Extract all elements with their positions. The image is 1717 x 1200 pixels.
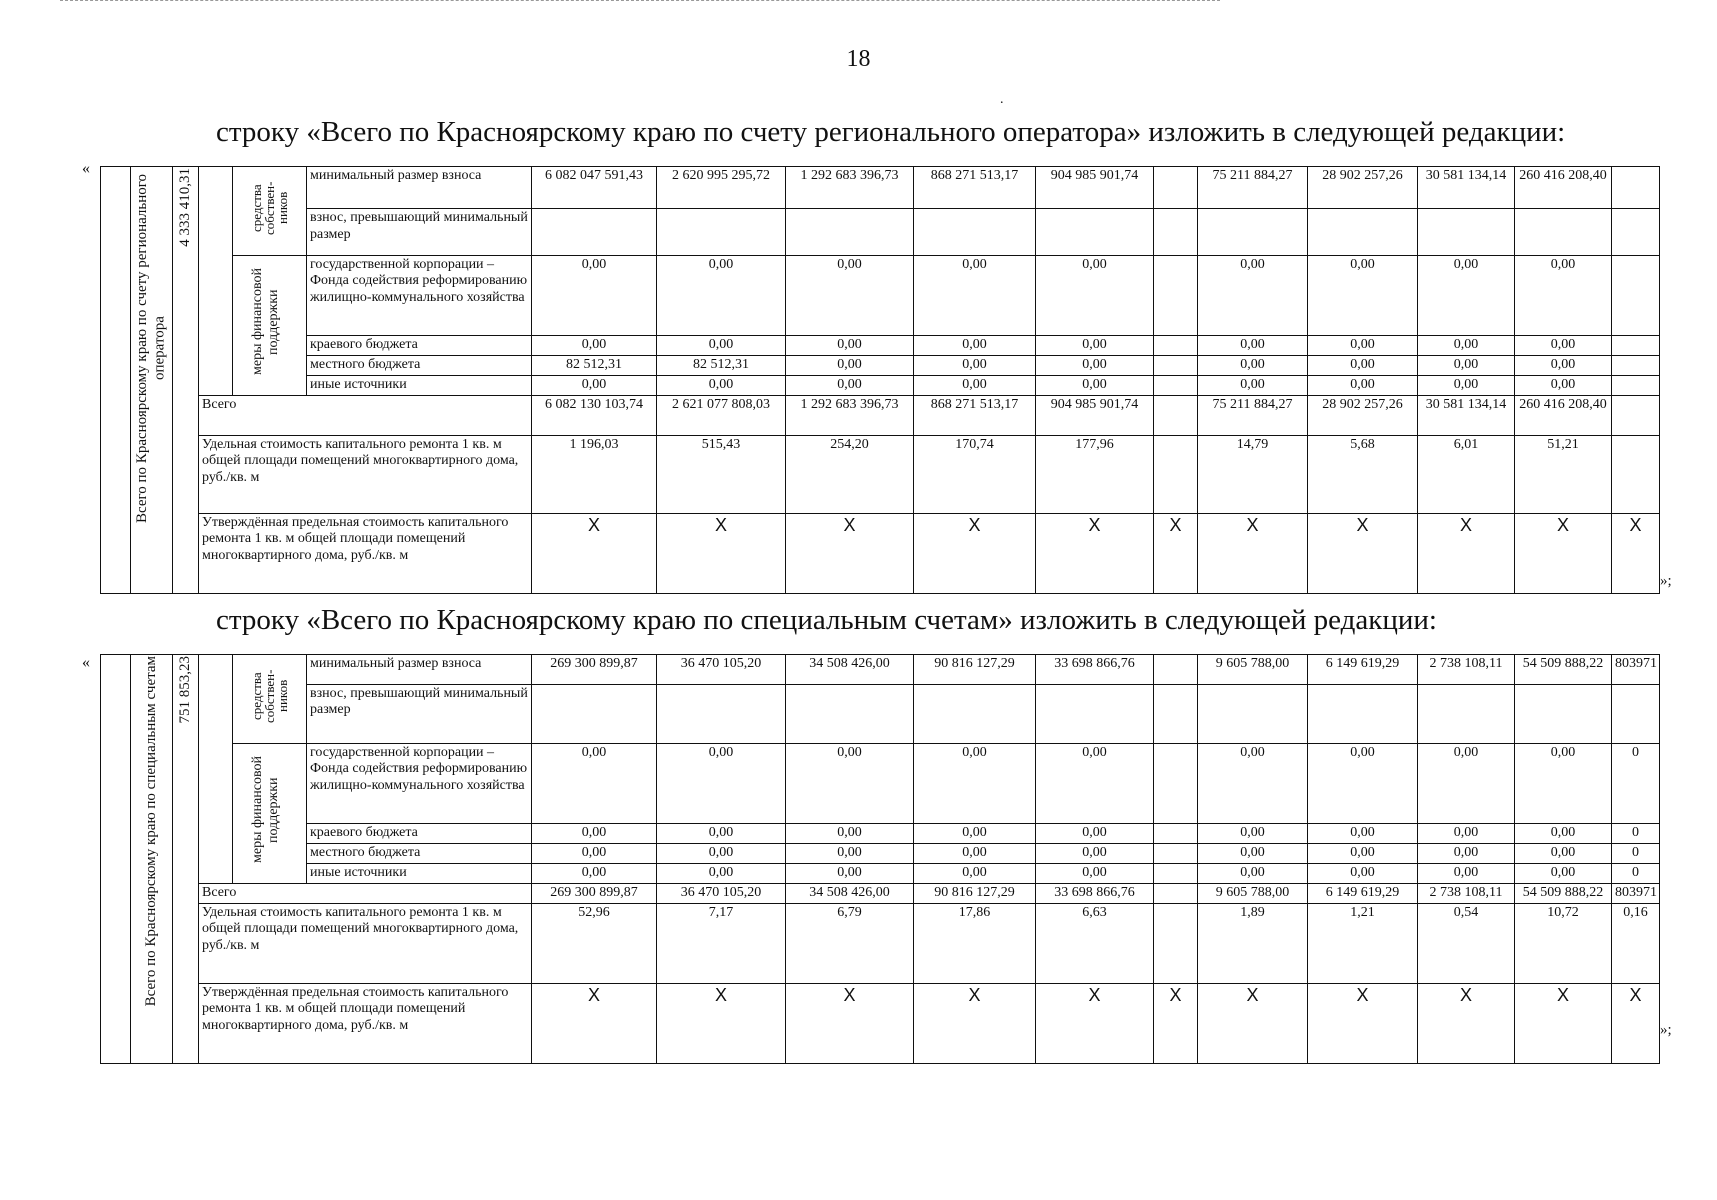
value-cell bbox=[1612, 209, 1660, 255]
value-cell: 170,74 bbox=[914, 435, 1036, 513]
value-cell: 0,00 bbox=[786, 843, 914, 863]
value-cell bbox=[1198, 684, 1308, 743]
value-cell: 0,00 bbox=[1198, 823, 1308, 843]
value-cell: 0,00 bbox=[532, 823, 657, 843]
value-cell: 0,00 bbox=[1515, 375, 1612, 395]
value-cell bbox=[1154, 435, 1198, 513]
value-cell bbox=[1036, 684, 1154, 743]
value-cell: X bbox=[1418, 513, 1515, 593]
table-row bbox=[101, 983, 1660, 1063]
value-cell: 0,00 bbox=[914, 863, 1036, 883]
value-cell: 0,00 bbox=[1198, 743, 1308, 823]
value-cell bbox=[1154, 684, 1198, 743]
value-cell: X bbox=[786, 983, 914, 1063]
value-cell: 0,00 bbox=[1198, 863, 1308, 883]
owners-funds-cell bbox=[233, 655, 307, 744]
value-cell bbox=[1154, 863, 1198, 883]
row-label: краевого бюджета bbox=[307, 823, 532, 843]
row-label: государственной корпорации – Фонда содействия реформированию жилищно-коммунального хозяйства bbox=[307, 743, 532, 823]
group-label: Всего по Красноярскому краю по счету регионального оператора bbox=[134, 173, 168, 523]
spacer-cell bbox=[199, 167, 233, 396]
row-label: краевого бюджета bbox=[307, 335, 532, 355]
value-cell: 0,00 bbox=[1308, 255, 1418, 335]
row-label: взнос, превышающий минимальный размер bbox=[307, 684, 532, 743]
value-cell: 0,54 bbox=[1418, 903, 1515, 983]
value-cell bbox=[1154, 843, 1198, 863]
value-cell: 34 508 426,00 bbox=[786, 655, 914, 685]
value-cell: 51,21 bbox=[1515, 435, 1612, 513]
value-cell: 82 512,31 bbox=[532, 355, 657, 375]
row-label: Всего bbox=[199, 883, 532, 903]
value-cell: 0,00 bbox=[532, 863, 657, 883]
value-cell: 0,00 bbox=[786, 355, 914, 375]
value-cell: 0,00 bbox=[914, 375, 1036, 395]
value-cell: 0,00 bbox=[1308, 355, 1418, 375]
value-cell: 0,00 bbox=[1515, 843, 1612, 863]
value-cell bbox=[1154, 743, 1198, 823]
value-cell bbox=[532, 209, 657, 255]
value-cell: 0,00 bbox=[1036, 843, 1154, 863]
value-cell: X bbox=[1198, 513, 1308, 593]
left-margin-cell bbox=[101, 167, 131, 594]
left-margin-cell bbox=[101, 655, 131, 1064]
value-cell: 2 621 077 808,03 bbox=[657, 395, 786, 435]
table-row bbox=[101, 435, 1660, 513]
value-cell: 1 196,03 bbox=[532, 435, 657, 513]
value-cell: 868 271 513,17 bbox=[914, 395, 1036, 435]
value-cell: 0,00 bbox=[1308, 863, 1418, 883]
value-cell bbox=[786, 209, 914, 255]
value-cell bbox=[1515, 209, 1612, 255]
value-cell bbox=[1515, 684, 1612, 743]
value-cell: 0,00 bbox=[532, 255, 657, 335]
value-cell: 9 605 788,00 bbox=[1198, 883, 1308, 903]
value-cell: 6 149 619,29 bbox=[1308, 883, 1418, 903]
financial-support-label: меры финансовой поддержки bbox=[249, 756, 281, 863]
total-area-cell bbox=[173, 655, 199, 1064]
section-1-quote-open: « bbox=[82, 160, 90, 177]
value-cell bbox=[1612, 684, 1660, 743]
value-cell: 0,00 bbox=[1036, 375, 1154, 395]
value-cell bbox=[1036, 209, 1154, 255]
value-cell: 269 300 899,87 bbox=[532, 883, 657, 903]
table-row bbox=[101, 395, 1660, 435]
section-1-heading: строку «Всего по Красноярскому краю по счету регионального оператора» изложить в следующей редакции: bbox=[216, 116, 1566, 148]
value-cell: 177,96 bbox=[1036, 435, 1154, 513]
row-label: минимальный размер взноса bbox=[307, 167, 532, 209]
value-cell: X bbox=[1612, 513, 1660, 593]
table-row bbox=[101, 375, 1660, 395]
value-cell: 0,00 bbox=[1515, 355, 1612, 375]
value-cell: 0,00 bbox=[786, 335, 914, 355]
value-cell: 36 470 105,20 bbox=[657, 883, 786, 903]
total-area: 4 333 410,31 bbox=[176, 168, 193, 247]
value-cell bbox=[786, 684, 914, 743]
value-cell: 0,00 bbox=[1515, 863, 1612, 883]
value-cell: 904 985 901,74 bbox=[1036, 395, 1154, 435]
value-cell: 0,00 bbox=[532, 743, 657, 823]
table-row bbox=[101, 335, 1660, 355]
value-cell bbox=[1418, 209, 1515, 255]
value-cell: X bbox=[1515, 983, 1612, 1063]
value-cell: 803971 bbox=[1612, 655, 1660, 685]
value-cell bbox=[1612, 435, 1660, 513]
table-row bbox=[101, 167, 1660, 209]
page-number: 18 bbox=[846, 46, 871, 72]
value-cell: 0 bbox=[1612, 743, 1660, 823]
value-cell: 82 512,31 bbox=[657, 355, 786, 375]
value-cell: 0 bbox=[1612, 823, 1660, 843]
value-cell: 0,00 bbox=[1198, 843, 1308, 863]
value-cell: 0,00 bbox=[914, 255, 1036, 335]
value-cell: 1 292 683 396,73 bbox=[786, 395, 914, 435]
value-cell: 75 211 884,27 bbox=[1198, 167, 1308, 209]
value-cell: 0,00 bbox=[1198, 255, 1308, 335]
value-cell: 0,00 bbox=[532, 335, 657, 355]
value-cell: 0,00 bbox=[1515, 823, 1612, 843]
value-cell: 0,00 bbox=[657, 823, 786, 843]
stray-dot: . bbox=[1000, 92, 1004, 107]
financial-support-label: меры финансовой поддержки bbox=[249, 268, 281, 375]
row-label: Утверждённая предельная стоимость капитального ремонта 1 кв. м общей площади помещений многоквартирного дома, руб./кв. м bbox=[199, 983, 532, 1063]
value-cell: 0,00 bbox=[914, 823, 1036, 843]
value-cell: 2 738 108,11 bbox=[1418, 883, 1515, 903]
value-cell: 0,00 bbox=[1418, 255, 1515, 335]
value-cell: 17,86 bbox=[914, 903, 1036, 983]
table-row bbox=[101, 743, 1660, 823]
value-cell: 0,00 bbox=[786, 255, 914, 335]
row-label: местного бюджета bbox=[307, 355, 532, 375]
value-cell: 0,00 bbox=[1308, 743, 1418, 823]
value-cell: 1,21 bbox=[1308, 903, 1418, 983]
table-row bbox=[101, 843, 1660, 863]
value-cell: 90 816 127,29 bbox=[914, 883, 1036, 903]
value-cell: 90 816 127,29 bbox=[914, 655, 1036, 685]
value-cell bbox=[1612, 375, 1660, 395]
value-cell: 0,00 bbox=[1036, 255, 1154, 335]
value-cell: X bbox=[914, 983, 1036, 1063]
value-cell: 9 605 788,00 bbox=[1198, 655, 1308, 685]
value-cell: 0,00 bbox=[1418, 843, 1515, 863]
row-label: Удельная стоимость капитального ремонта 1 кв. м общей площади помещений многоквартирного дома, руб./кв. м bbox=[199, 903, 532, 983]
value-cell bbox=[1308, 209, 1418, 255]
value-cell bbox=[1612, 355, 1660, 375]
value-cell: X bbox=[1308, 513, 1418, 593]
value-cell: 0,00 bbox=[657, 335, 786, 355]
value-cell: 14,79 bbox=[1198, 435, 1308, 513]
value-cell: 0,00 bbox=[657, 743, 786, 823]
value-cell: 75 211 884,27 bbox=[1198, 395, 1308, 435]
value-cell: X bbox=[1154, 983, 1198, 1063]
value-cell: 0,00 bbox=[1198, 375, 1308, 395]
value-cell: X bbox=[1198, 983, 1308, 1063]
group-label: Всего по Красноярскому краю по специальным счетам bbox=[142, 656, 159, 1007]
value-cell: 260 416 208,40 bbox=[1515, 395, 1612, 435]
value-cell: 0,00 bbox=[786, 863, 914, 883]
value-cell: 0 bbox=[1612, 843, 1660, 863]
value-cell bbox=[1154, 355, 1198, 375]
value-cell: 0,00 bbox=[1308, 335, 1418, 355]
value-cell: 0,00 bbox=[786, 375, 914, 395]
section-1-quote-close: »; bbox=[1660, 573, 1672, 589]
value-cell: 2 738 108,11 bbox=[1418, 655, 1515, 685]
value-cell: 1 292 683 396,73 bbox=[786, 167, 914, 209]
table-row bbox=[101, 823, 1660, 843]
value-cell: 515,43 bbox=[657, 435, 786, 513]
value-cell: 0,00 bbox=[1418, 743, 1515, 823]
value-cell bbox=[914, 209, 1036, 255]
row-label: местного бюджета bbox=[307, 843, 532, 863]
owners-funds-label: средства собствен-ников bbox=[248, 181, 290, 235]
value-cell: X bbox=[914, 513, 1036, 593]
value-cell bbox=[1154, 167, 1198, 209]
value-cell: 0,00 bbox=[1418, 355, 1515, 375]
section-1-table bbox=[100, 166, 1660, 594]
table-row bbox=[101, 255, 1660, 335]
value-cell: 254,20 bbox=[786, 435, 914, 513]
value-cell bbox=[1612, 255, 1660, 335]
value-cell: 0,00 bbox=[914, 355, 1036, 375]
value-cell: 0,00 bbox=[1036, 355, 1154, 375]
value-cell bbox=[1612, 335, 1660, 355]
value-cell: 0,00 bbox=[1515, 335, 1612, 355]
value-cell: X bbox=[1612, 983, 1660, 1063]
value-cell: 7,17 bbox=[657, 903, 786, 983]
value-cell: X bbox=[1418, 983, 1515, 1063]
value-cell: 904 985 901,74 bbox=[1036, 167, 1154, 209]
financial-support-cell bbox=[233, 743, 307, 883]
value-cell bbox=[1154, 903, 1198, 983]
value-cell: 868 271 513,17 bbox=[914, 167, 1036, 209]
table-row bbox=[101, 209, 1660, 255]
group-label-cell bbox=[131, 167, 173, 594]
value-cell: 10,72 bbox=[1515, 903, 1612, 983]
value-cell: 52,96 bbox=[532, 903, 657, 983]
value-cell: 260 416 208,40 bbox=[1515, 167, 1612, 209]
value-cell: 0,00 bbox=[1515, 743, 1612, 823]
value-cell: 0,00 bbox=[914, 335, 1036, 355]
value-cell: 0,16 bbox=[1612, 903, 1660, 983]
row-label: Всего bbox=[199, 395, 532, 435]
value-cell: 0,00 bbox=[1036, 863, 1154, 883]
spacer-cell bbox=[199, 655, 233, 884]
table-row bbox=[101, 355, 1660, 375]
value-cell: 6,01 bbox=[1418, 435, 1515, 513]
value-cell: 0,00 bbox=[1198, 355, 1308, 375]
value-cell bbox=[1612, 167, 1660, 209]
value-cell: 0,00 bbox=[532, 843, 657, 863]
value-cell: 0,00 bbox=[657, 375, 786, 395]
value-cell: X bbox=[1036, 513, 1154, 593]
section-2-heading: строку «Всего по Красноярскому краю по специальным счетам» изложить в следующей редакции: bbox=[216, 604, 1437, 636]
value-cell bbox=[1154, 395, 1198, 435]
row-label: Утверждённая предельная стоимость капитального ремонта 1 кв. м общей площади помещений многоквартирного дома, руб./кв. м bbox=[199, 513, 532, 593]
value-cell: 0,00 bbox=[1308, 823, 1418, 843]
value-cell bbox=[1154, 375, 1198, 395]
value-cell: 6,79 bbox=[786, 903, 914, 983]
value-cell: 0,00 bbox=[786, 743, 914, 823]
value-cell: 0,00 bbox=[1036, 823, 1154, 843]
value-cell bbox=[914, 684, 1036, 743]
value-cell: 28 902 257,26 bbox=[1308, 395, 1418, 435]
value-cell bbox=[1154, 883, 1198, 903]
table-row bbox=[101, 655, 1660, 685]
value-cell: 0,00 bbox=[657, 863, 786, 883]
value-cell: 6 149 619,29 bbox=[1308, 655, 1418, 685]
table-row bbox=[101, 903, 1660, 983]
value-cell bbox=[1154, 255, 1198, 335]
value-cell: 28 902 257,26 bbox=[1308, 167, 1418, 209]
value-cell: 0,00 bbox=[914, 843, 1036, 863]
value-cell bbox=[1154, 823, 1198, 843]
value-cell bbox=[657, 209, 786, 255]
row-label: минимальный размер взноса bbox=[307, 655, 532, 685]
value-cell: X bbox=[1036, 983, 1154, 1063]
value-cell: 0,00 bbox=[1418, 823, 1515, 843]
value-cell: 33 698 866,76 bbox=[1036, 655, 1154, 685]
value-cell bbox=[1198, 209, 1308, 255]
value-cell: 0,00 bbox=[1198, 335, 1308, 355]
value-cell: 36 470 105,20 bbox=[657, 655, 786, 685]
value-cell: 0,00 bbox=[1418, 375, 1515, 395]
value-cell: 0,00 bbox=[1308, 843, 1418, 863]
value-cell bbox=[1154, 209, 1198, 255]
row-label: иные источники bbox=[307, 863, 532, 883]
value-cell: X bbox=[786, 513, 914, 593]
value-cell bbox=[1308, 684, 1418, 743]
value-cell: 0,00 bbox=[1515, 255, 1612, 335]
value-cell: 30 581 134,14 bbox=[1418, 395, 1515, 435]
value-cell: 2 620 995 295,72 bbox=[657, 167, 786, 209]
value-cell: X bbox=[532, 513, 657, 593]
table-row bbox=[101, 513, 1660, 593]
value-cell bbox=[532, 684, 657, 743]
group-label-cell bbox=[131, 655, 173, 1064]
value-cell: 0,00 bbox=[532, 375, 657, 395]
value-cell bbox=[1612, 395, 1660, 435]
value-cell: 6 082 130 103,74 bbox=[532, 395, 657, 435]
owners-funds-label: средства собствен-ников bbox=[248, 669, 290, 723]
value-cell: X bbox=[1154, 513, 1198, 593]
value-cell: 6,63 bbox=[1036, 903, 1154, 983]
value-cell: 0,00 bbox=[1036, 335, 1154, 355]
row-label: Удельная стоимость капитального ремонта 1 кв. м общей площади помещений многоквартирного дома, руб./кв. м bbox=[199, 435, 532, 513]
value-cell: X bbox=[657, 513, 786, 593]
value-cell: 0,00 bbox=[1418, 335, 1515, 355]
value-cell: 54 509 888,22 bbox=[1515, 655, 1612, 685]
value-cell: 0,00 bbox=[914, 743, 1036, 823]
value-cell bbox=[657, 684, 786, 743]
value-cell bbox=[1154, 335, 1198, 355]
owners-funds-cell bbox=[233, 167, 307, 256]
value-cell: X bbox=[1308, 983, 1418, 1063]
value-cell: 33 698 866,76 bbox=[1036, 883, 1154, 903]
value-cell: 1,89 bbox=[1198, 903, 1308, 983]
value-cell: X bbox=[1515, 513, 1612, 593]
value-cell: 30 581 134,14 bbox=[1418, 167, 1515, 209]
value-cell: 6 082 047 591,43 bbox=[532, 167, 657, 209]
value-cell: 34 508 426,00 bbox=[786, 883, 914, 903]
table-row bbox=[101, 684, 1660, 743]
total-area-cell bbox=[173, 167, 199, 594]
value-cell: X bbox=[657, 983, 786, 1063]
value-cell: 0,00 bbox=[1036, 743, 1154, 823]
value-cell: 0,00 bbox=[1418, 863, 1515, 883]
row-label: иные источники bbox=[307, 375, 532, 395]
table-row bbox=[101, 863, 1660, 883]
total-area: 751 853,23 bbox=[176, 656, 193, 724]
row-label: взнос, превышающий минимальный размер bbox=[307, 209, 532, 255]
value-cell bbox=[1418, 684, 1515, 743]
section-2-quote-close: »; bbox=[1660, 1022, 1672, 1038]
row-label: государственной корпорации – Фонда содействия реформированию жилищно-коммунального хозяйства bbox=[307, 255, 532, 335]
value-cell: 0,00 bbox=[786, 823, 914, 843]
value-cell: 0 bbox=[1612, 863, 1660, 883]
section-2-table bbox=[100, 654, 1660, 1064]
value-cell: 0,00 bbox=[657, 255, 786, 335]
value-cell: 0,00 bbox=[657, 843, 786, 863]
value-cell: 269 300 899,87 bbox=[532, 655, 657, 685]
value-cell: 5,68 bbox=[1308, 435, 1418, 513]
value-cell bbox=[1154, 655, 1198, 685]
table-row bbox=[101, 883, 1660, 903]
financial-support-cell bbox=[233, 255, 307, 395]
value-cell: 54 509 888,22 bbox=[1515, 883, 1612, 903]
value-cell: 803971 bbox=[1612, 883, 1660, 903]
value-cell: X bbox=[532, 983, 657, 1063]
top-border-line bbox=[60, 0, 1220, 3]
value-cell: 0,00 bbox=[1308, 375, 1418, 395]
section-2-quote-open: « bbox=[82, 654, 90, 671]
